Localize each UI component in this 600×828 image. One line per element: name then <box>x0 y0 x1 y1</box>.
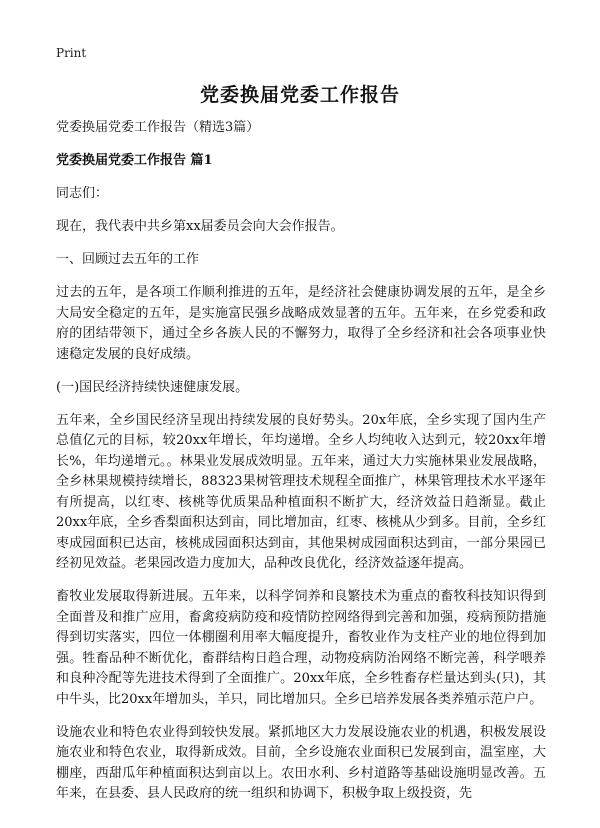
paragraph: 过去的五年，是各项工作顺利推进的五年，是经济社会健康协调发展的五年，是全乡大局安全稳定的五年，是实施富民强乡战略成效显著的五年。五年来，在乡党委和政府的团结带领下，通过全乡各族人民的不懈努力，取得了全乡经济和社会各项事业快速稳定发展的良好成绩。 <box>56 285 546 362</box>
paragraph: (一)国民经济持续快速健康发展。 <box>56 379 249 395</box>
section-heading: 党委换届党委工作报告 篇1 <box>56 153 213 168</box>
paragraph: 五年来，全乡国民经济呈现出持续发展的良好势头。20x年底，全乡实现了国内生产总值亿元的目标，较20xx年增长，年均递增。全乡人均纯收入达到元，较20xx年增长%，年均递增元。。林果业发展成效明显。五年来，通过大力实施林果业发展战略，全乡林果规模持续增长，88323果树管理技术规程全面推广，林果管理技术水平逐年有所提高，以红枣、核桃等优质果品种植面积不断扩大，经济效益日趋渐显。截止20xx年底，全乡香梨面积达到亩，同比增加亩，红枣、核桃从少到多。目前，全乡红枣成园面积已达亩，核桃成园面积达到亩，其他果树成园面积达到亩，一部分果园已经初见效益。老果园改造力度加大，品种改良优化，经济效益逐年提高。 <box>56 412 546 571</box>
page-title: 党委换届党委工作报告 <box>199 84 400 106</box>
document-body <box>56 118 546 817</box>
paragraph: 畜牧业发展取得新进展。五年来，以科学饲养和良繁技术为重点的畜牧科技知识得到全面普及和推广应用，畜禽疫病防疫和疫情防控网络得到完善和加强，疫病预防措施得到切实落实，四位一体棚圈利用率大幅度提升，畜牧业作为支柱产业的地位得到加强。牲畜品种不断优化，畜群结构日趋合理，动物疫病防治网络不断完善，科学喂养和良种冷配等先进技术得到了全面推广。20xx年底，全乡牲畜存栏量达到头(只)，其中牛头，比20xx年增加头，羊只，同比增加只。全乡已培养发展各类养殖示范户户。 <box>56 589 546 707</box>
paragraph: 同志们： <box>56 186 109 201</box>
paragraph: 一、回顾过去五年的工作 <box>56 252 200 267</box>
document-subtitle: 党委换届党委工作报告（精选3篇） <box>56 120 260 135</box>
paragraph: 设施农业和特色农业得到较快发展。紧抓地区大力发展设施农业的机遇，积极发展设施农业和特色农业，取得新成效。目前，全乡设施农业面积已发展到亩，温室座，大棚座，西甜瓜年种植面积达到亩以上。农田水利、乡村道路等基础设施明显改善。五年来，在县委、县人民政府的统一组织和协调下，积极争取上级投资，先 <box>56 724 546 801</box>
print-label[interactable]: Print <box>56 46 87 60</box>
paragraph: 现在，我代表中共乡第xx届委员会向大会作报告。 <box>56 219 344 234</box>
